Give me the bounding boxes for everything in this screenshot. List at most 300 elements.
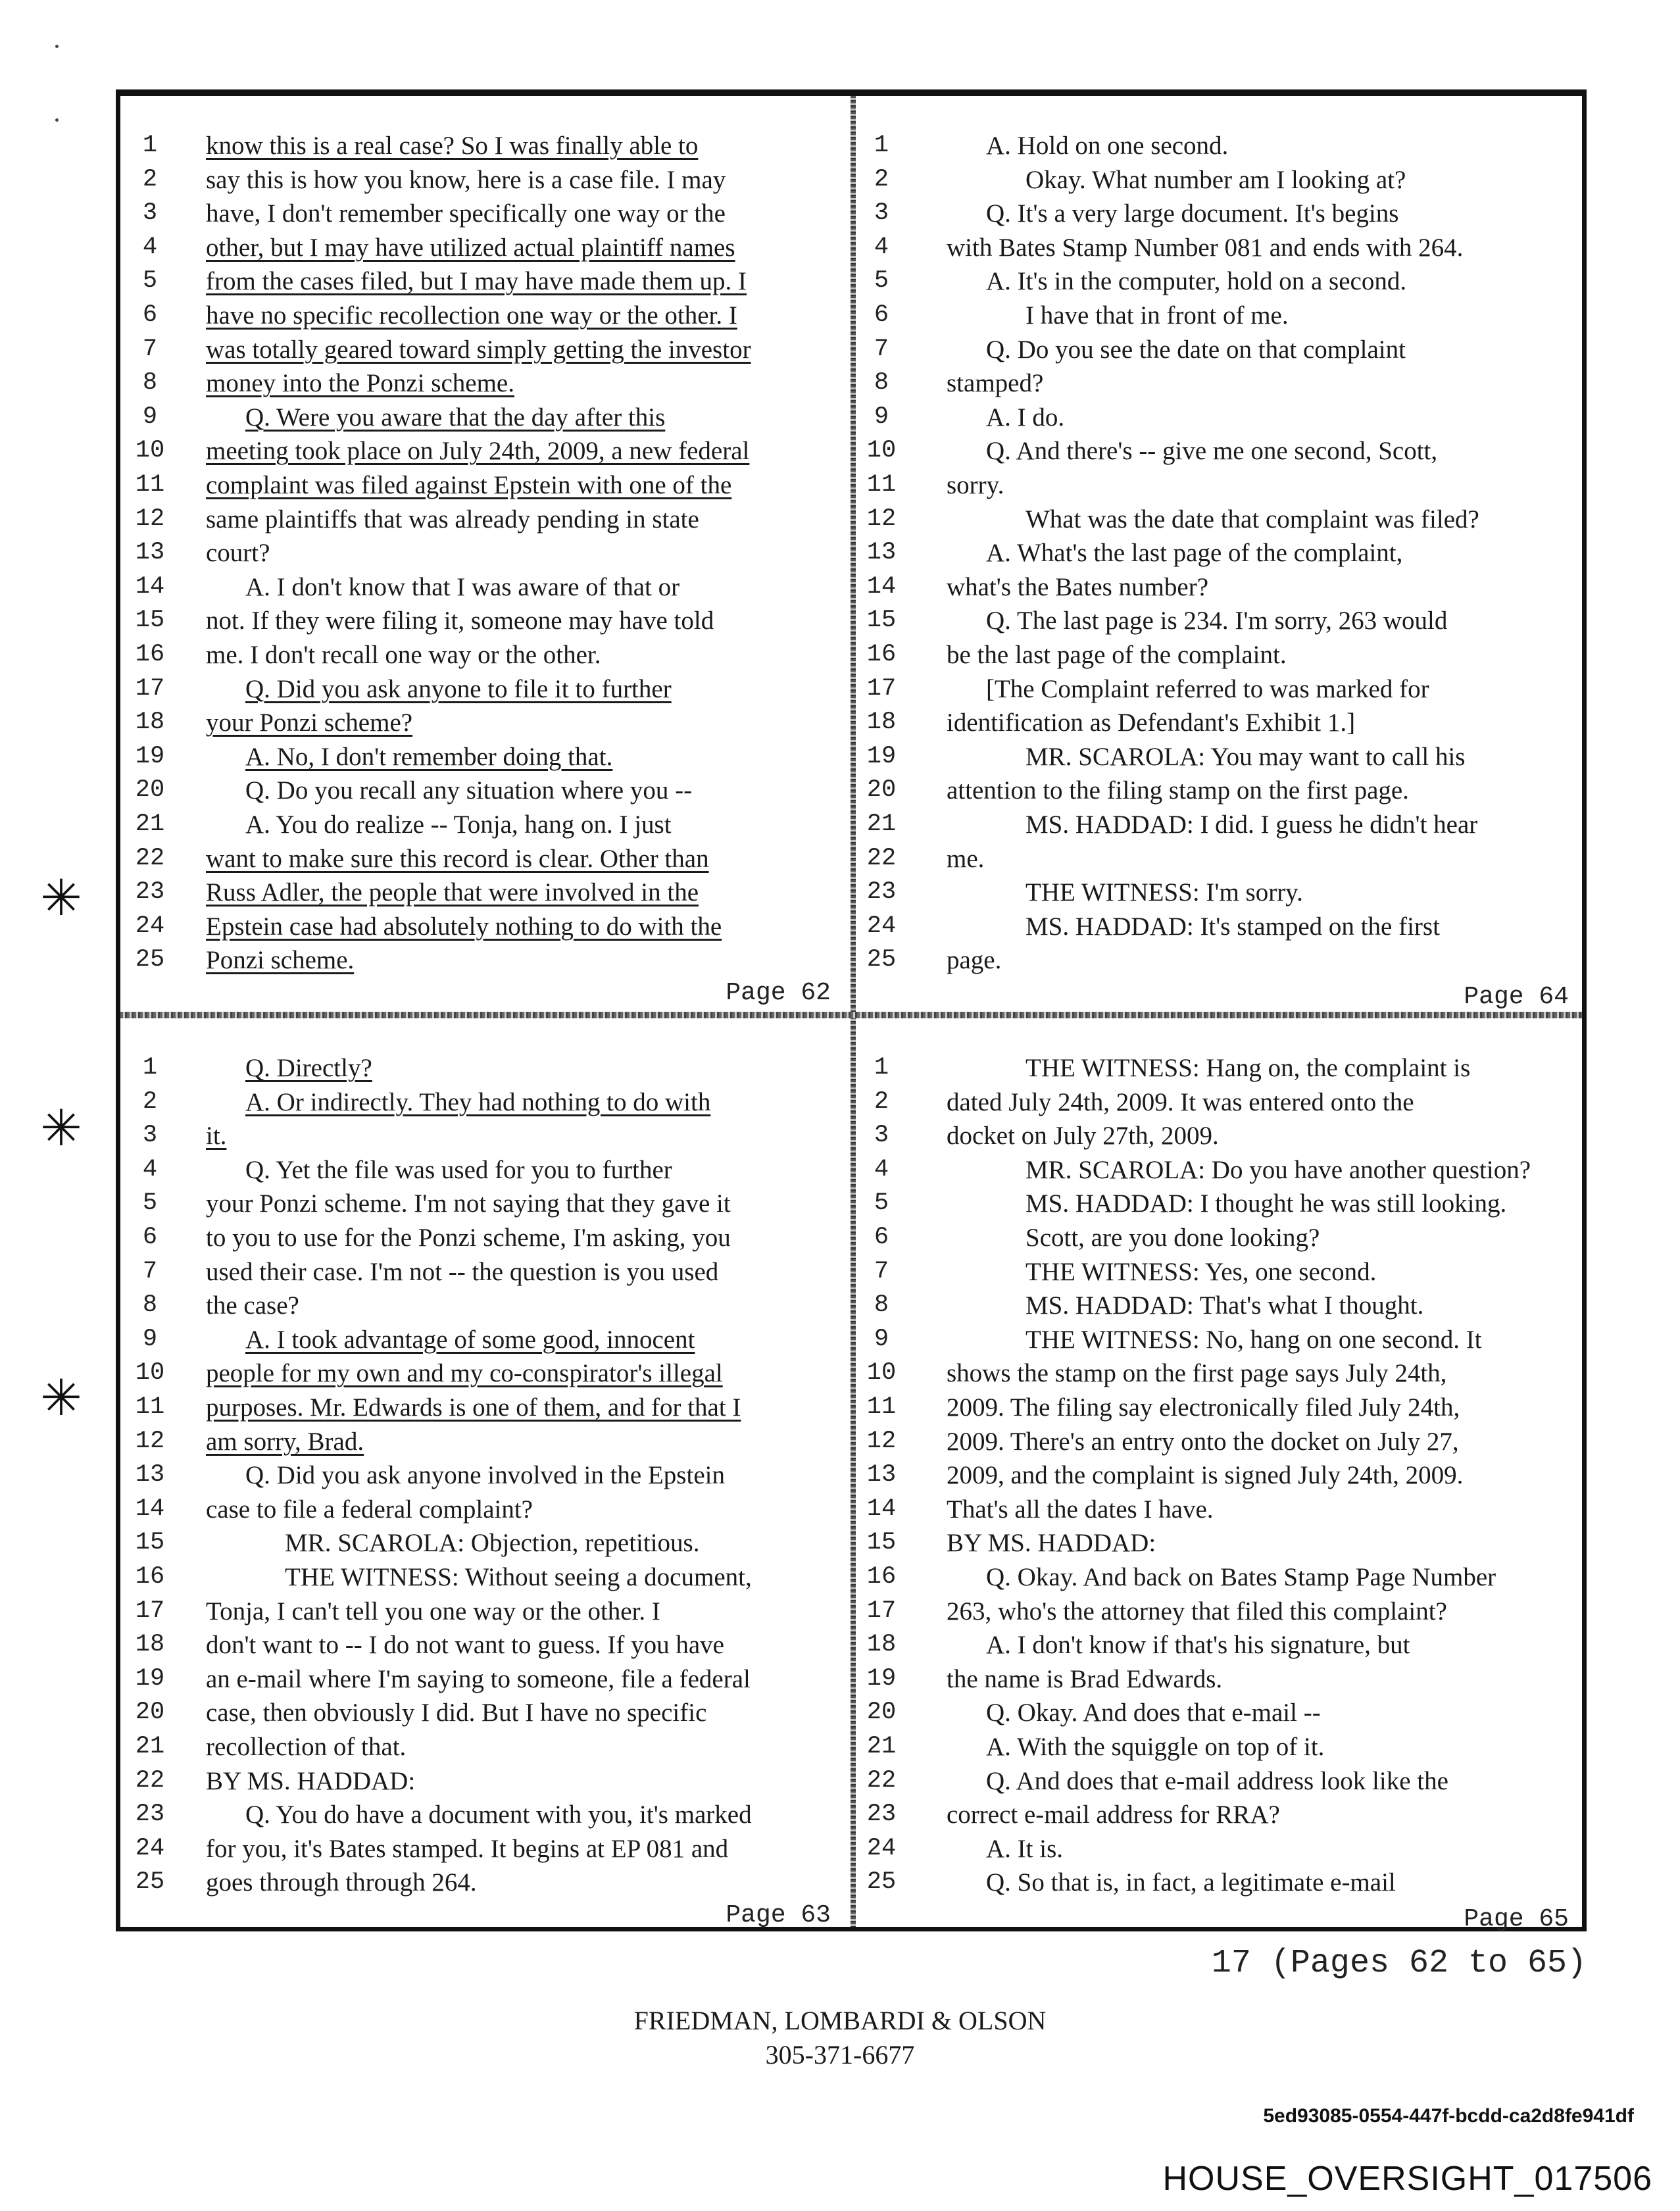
transcript-line xyxy=(120,1221,844,1255)
transcript-line xyxy=(857,1119,1581,1153)
line-text: Okay. What number am I looking at? xyxy=(1025,165,1406,194)
court-reporter-firm xyxy=(0,2004,1680,2072)
line-number: 6 xyxy=(874,301,889,329)
transcript-line xyxy=(120,1526,844,1560)
transcript-line xyxy=(120,468,844,502)
line-text: have no specific recollection one way or the other. I xyxy=(206,301,737,330)
line-text: Q. Did you ask anyone to file it to further xyxy=(245,674,672,703)
transcript-line xyxy=(857,910,1581,943)
line-text: THE WITNESS: Without seeing a document, xyxy=(285,1563,752,1591)
asterisk-margin-mark: ✳ xyxy=(40,1368,82,1427)
line-number: 21 xyxy=(866,1733,897,1760)
line-text: identification as Defendant's Exhibit 1.] xyxy=(947,708,1356,737)
transcript-frame xyxy=(116,89,1587,1931)
line-text: be the last page of the complaint. xyxy=(947,641,1287,669)
line-number: 9 xyxy=(142,403,158,431)
transcript-line xyxy=(857,129,1581,162)
line-text: purposes. Mr. Edwards is one of them, and for that I xyxy=(206,1393,741,1422)
line-text: complaint was filed against Epstein with one of the xyxy=(206,471,732,499)
transcript-line xyxy=(857,264,1581,298)
line-text: A. Or indirectly. They had nothing to do with xyxy=(245,1087,711,1116)
transcript-line xyxy=(120,943,844,977)
transcript-line xyxy=(857,1255,1581,1289)
transcript-line xyxy=(120,1289,844,1322)
line-text: A. With the squiggle on top of it. xyxy=(986,1733,1325,1761)
line-text: an e-mail where I'm saying to someone, file a federal xyxy=(206,1664,751,1693)
line-text: from the cases filed, but I may have made them up. I xyxy=(206,267,747,296)
line-text: Scott, are you done looking? xyxy=(1025,1224,1320,1252)
transcript-line xyxy=(857,638,1581,672)
line-text: was totally geared toward simply getting the investor xyxy=(206,335,751,364)
transcript-line xyxy=(120,163,844,197)
line-number: 5 xyxy=(874,1189,889,1218)
line-text: the name is Brad Edwards. xyxy=(947,1664,1223,1693)
line-number: 14 xyxy=(866,1495,897,1523)
line-number: 16 xyxy=(866,1563,897,1591)
line-text: BY MS. HADDAD: xyxy=(206,1766,416,1795)
line-text: A. It is. xyxy=(986,1834,1063,1863)
line-number: 4 xyxy=(874,1155,889,1183)
line-text: Q. And does that e-mail address look like the xyxy=(986,1766,1448,1795)
line-number: 19 xyxy=(866,1664,897,1693)
line-number: 20 xyxy=(135,1699,165,1727)
line-text: What was the date that complaint was filed? xyxy=(1025,505,1479,534)
transcript-line xyxy=(857,1696,1581,1729)
transcript-line xyxy=(120,503,844,536)
line-number: 8 xyxy=(874,369,889,397)
line-text: other, but I may have utilized actual plaintiff names xyxy=(206,233,735,262)
line-text: 2009. There's an entry onto the docket on July 27, xyxy=(947,1427,1459,1456)
line-text: THE WITNESS: Yes, one second. xyxy=(1025,1257,1377,1286)
transcript-line xyxy=(857,468,1581,502)
line-number: 12 xyxy=(866,505,897,533)
line-number: 21 xyxy=(135,1733,165,1760)
line-text: MR. SCAROLA: Do you have another question? xyxy=(1025,1155,1531,1184)
transcript-line xyxy=(120,129,844,162)
line-text: your Ponzi scheme? xyxy=(206,708,413,737)
line-number: 10 xyxy=(135,437,165,465)
transcript-line xyxy=(857,706,1581,739)
line-text: correct e-mail address for RRA? xyxy=(947,1801,1280,1829)
line-number: 17 xyxy=(866,674,897,703)
line-text: recollection of that. xyxy=(206,1733,407,1761)
transcript-line xyxy=(120,1595,844,1628)
line-number: 5 xyxy=(874,267,889,295)
transcript-line xyxy=(120,299,844,332)
line-number: 7 xyxy=(874,335,889,363)
transcript-line xyxy=(857,1866,1581,1899)
line-text: it. xyxy=(206,1122,227,1151)
line-number: 16 xyxy=(135,641,165,668)
line-text: meeting took place on July 24th, 2009, a new federal xyxy=(206,437,750,466)
line-text: Q. Do you see the date on that complaint xyxy=(986,335,1406,364)
line-number: 2 xyxy=(142,165,158,193)
line-text: A. I don't know if that's his signature, but xyxy=(986,1631,1410,1660)
page-label: Page 65 xyxy=(1464,1905,1569,1933)
transcript-line xyxy=(120,808,844,841)
line-number: 7 xyxy=(142,335,158,363)
line-number: 14 xyxy=(866,572,897,601)
line-number: 16 xyxy=(866,641,897,668)
line-number: 19 xyxy=(866,742,897,770)
line-text: A. What's the last page of the complaint, xyxy=(986,539,1403,568)
line-number: 3 xyxy=(142,199,158,228)
transcript-line xyxy=(120,706,844,739)
line-number: 22 xyxy=(866,844,897,872)
line-number: 10 xyxy=(866,1359,897,1387)
line-number: 14 xyxy=(135,1495,165,1523)
transcript-line xyxy=(120,1730,844,1764)
line-text: A. No, I don't remember doing that. xyxy=(245,742,613,771)
transcript-line xyxy=(857,163,1581,197)
line-text: Tonja, I can't tell you one way or the other. I xyxy=(206,1597,660,1626)
transcript-line xyxy=(857,1289,1581,1322)
transcript-line xyxy=(857,570,1581,604)
transcript-line xyxy=(120,1425,844,1458)
transcript-line xyxy=(857,366,1581,400)
pages-summary: 17 (Pages 62 to 65) xyxy=(1211,1945,1587,1982)
transcript-line xyxy=(857,1798,1581,1831)
line-number: 15 xyxy=(866,1529,897,1557)
line-text: am sorry, Brad. xyxy=(206,1427,364,1456)
line-number: 23 xyxy=(866,1801,897,1829)
transcript-line xyxy=(120,1458,844,1492)
transcript-line xyxy=(857,333,1581,366)
transcript-line xyxy=(120,1119,844,1153)
transcript-line xyxy=(120,1798,844,1831)
horizontal-page-divider xyxy=(120,1012,1582,1018)
line-text: not. If they were filing it, someone may have told xyxy=(206,607,714,635)
line-text: Epstein case had absolutely nothing to do with the xyxy=(206,912,722,941)
line-text: say this is how you know, here is a case file. I may xyxy=(206,165,726,194)
transcript-line xyxy=(120,1493,844,1526)
line-number: 21 xyxy=(135,810,165,838)
transcript-line xyxy=(857,1221,1581,1255)
line-text: case to file a federal complaint? xyxy=(206,1495,533,1524)
firm-name: FRIEDMAN, LOMBARDI & OLSON xyxy=(633,2006,1047,2035)
transcript-line xyxy=(857,943,1581,977)
line-number: 20 xyxy=(135,776,165,805)
line-text: MR. SCAROLA: Objection, repetitious. xyxy=(285,1529,700,1558)
transcript-line xyxy=(120,1866,844,1899)
line-number: 2 xyxy=(142,1087,158,1116)
transcript-line xyxy=(120,1764,844,1798)
line-number: 6 xyxy=(142,1224,158,1251)
line-text: Q. Do you recall any situation where you -- xyxy=(245,776,693,805)
line-text: the case? xyxy=(206,1291,299,1320)
line-number: 2 xyxy=(874,1087,889,1116)
transcript-page-64 xyxy=(857,96,1582,1012)
line-text: A. It's in the computer, hold on a second. xyxy=(986,267,1407,296)
transcript-line xyxy=(120,1153,844,1187)
line-text: Q. Okay. And back on Bates Stamp Page Number xyxy=(986,1563,1496,1591)
transcript-line xyxy=(120,1560,844,1594)
line-text: Q. Were you aware that the day after this xyxy=(245,403,666,432)
firm-phone: 305-371-6677 xyxy=(765,2040,915,2070)
line-number: 4 xyxy=(142,233,158,261)
line-number: 23 xyxy=(135,878,165,907)
transcript-line xyxy=(120,1187,844,1220)
line-text: MS. HADDAD: That's what I thought. xyxy=(1025,1291,1424,1320)
transcript-line xyxy=(857,1832,1581,1866)
line-number: 23 xyxy=(135,1801,165,1829)
line-text: Q. It's a very large document. It's begins xyxy=(986,199,1399,228)
transcript-line xyxy=(857,1764,1581,1798)
transcript-line xyxy=(120,1391,844,1424)
transcript-line xyxy=(857,1391,1581,1424)
line-number: 8 xyxy=(874,1291,889,1320)
line-number: 13 xyxy=(135,539,165,567)
line-text: same plaintiffs that was already pending in state xyxy=(206,505,699,534)
transcript-page-63 xyxy=(120,1018,845,1934)
line-text: with Bates Stamp Number 081 and ends with 264. xyxy=(947,233,1464,262)
line-text: Q. And there's -- give me one second, Scott, xyxy=(986,437,1438,466)
line-text: what's the Bates number? xyxy=(947,572,1208,601)
line-text: don't want to -- I do not want to guess. If you have xyxy=(206,1631,724,1660)
transcript-line xyxy=(120,910,844,943)
line-number: 1 xyxy=(142,1054,158,1081)
transcript-line xyxy=(857,1493,1581,1526)
line-text: want to make sure this record is clear. Other than xyxy=(206,844,709,873)
line-number: 11 xyxy=(135,471,165,499)
line-number: 24 xyxy=(135,912,165,940)
transcript-line xyxy=(120,1662,844,1696)
line-number: 11 xyxy=(135,1393,165,1421)
line-number: 8 xyxy=(142,369,158,397)
line-text: know this is a real case? So I was finally able to xyxy=(206,132,699,160)
transcript-line xyxy=(857,401,1581,434)
line-number: 14 xyxy=(135,572,165,601)
page-label: Page 62 xyxy=(726,979,831,1007)
line-text: sorry. xyxy=(947,471,1004,499)
line-text: MR. SCAROLA: You may want to call his xyxy=(1025,742,1466,771)
line-text: MS. HADDAD: It's stamped on the first xyxy=(1025,912,1440,941)
transcript-line xyxy=(120,638,844,672)
line-number: 19 xyxy=(135,742,165,770)
transcript-line xyxy=(857,1356,1581,1390)
transcript-line xyxy=(857,1526,1581,1560)
line-number: 6 xyxy=(874,1224,889,1251)
line-text: A. I do. xyxy=(986,403,1065,432)
line-text: attention to the filing stamp on the first page. xyxy=(947,776,1409,805)
line-number: 13 xyxy=(135,1461,165,1489)
bates-stamp: HOUSE_OVERSIGHT_017506 xyxy=(1162,2160,1652,2198)
line-text: I have that in front of me. xyxy=(1025,301,1289,330)
transcript-line xyxy=(120,1628,844,1662)
line-number: 20 xyxy=(866,776,897,805)
asterisk-margin-mark: ✳ xyxy=(40,868,82,927)
line-number: 18 xyxy=(135,708,165,737)
scan-speck xyxy=(55,45,59,48)
line-number: 4 xyxy=(874,233,889,261)
line-number: 15 xyxy=(866,607,897,635)
transcript-line xyxy=(857,1425,1581,1458)
line-number: 10 xyxy=(866,437,897,465)
line-text: case, then obviously I did. But I have no specific xyxy=(206,1699,707,1727)
transcript-line xyxy=(120,774,844,807)
line-text: for you, it's Bates stamped. It begins at EP 081 and xyxy=(206,1834,729,1863)
line-text: MS. HADDAD: I did. I guess he didn't hear xyxy=(1025,810,1478,839)
line-number: 5 xyxy=(142,267,158,295)
transcript-line xyxy=(857,1628,1581,1662)
line-text: used their case. I'm not -- the question is you used xyxy=(206,1257,719,1286)
line-text: 263, who's the attorney that filed this complaint? xyxy=(947,1597,1447,1626)
line-number: 2 xyxy=(874,165,889,193)
transcript-line xyxy=(857,1560,1581,1594)
line-number: 20 xyxy=(866,1699,897,1727)
line-number: 9 xyxy=(874,403,889,431)
transcript-line xyxy=(120,1832,844,1866)
line-number: 25 xyxy=(866,946,897,974)
line-text: stamped? xyxy=(947,369,1044,398)
transcript-line xyxy=(120,1323,844,1356)
transcript-line xyxy=(857,197,1581,230)
line-number: 24 xyxy=(135,1834,165,1862)
line-number: 7 xyxy=(874,1257,889,1285)
transcript-line xyxy=(857,1595,1581,1628)
line-text: Q. Did you ask anyone involved in the Epstein xyxy=(245,1461,725,1490)
line-text: me. xyxy=(947,844,985,873)
line-number: 9 xyxy=(874,1325,889,1353)
line-number: 12 xyxy=(135,505,165,533)
transcript-line xyxy=(857,604,1581,637)
line-number: 12 xyxy=(866,1427,897,1455)
line-number: 18 xyxy=(866,1631,897,1659)
scan-speck xyxy=(55,118,59,122)
transcript-line xyxy=(120,366,844,400)
transcript-line xyxy=(857,1730,1581,1764)
line-number: 4 xyxy=(142,1155,158,1183)
line-number: 13 xyxy=(866,1461,897,1489)
line-text: Ponzi scheme. xyxy=(206,946,355,975)
line-number: 7 xyxy=(142,1257,158,1285)
line-text: A. Hold on one second. xyxy=(986,132,1229,160)
transcript-line xyxy=(120,876,844,909)
line-number: 25 xyxy=(866,1868,897,1897)
line-number: 3 xyxy=(874,1122,889,1150)
line-text: have, I don't remember specifically one way or the xyxy=(206,199,726,228)
line-number: 8 xyxy=(142,1291,158,1320)
transcript-line xyxy=(120,1255,844,1289)
line-number: 18 xyxy=(866,708,897,737)
line-number: 10 xyxy=(135,1359,165,1387)
transcript-line xyxy=(120,401,844,434)
line-text: 2009, and the complaint is signed July 24th, 2009. xyxy=(947,1461,1464,1490)
transcript-line xyxy=(857,536,1581,570)
line-number: 3 xyxy=(142,1122,158,1150)
transcript-line xyxy=(120,604,844,637)
line-number: 24 xyxy=(866,1834,897,1862)
transcript-line xyxy=(857,774,1581,807)
line-number: 15 xyxy=(135,1529,165,1557)
line-number: 11 xyxy=(866,1393,897,1421)
line-number: 1 xyxy=(874,132,889,159)
line-number: 15 xyxy=(135,607,165,635)
transcript-line xyxy=(857,1458,1581,1492)
line-number: 17 xyxy=(135,1597,165,1625)
transcript-line xyxy=(120,1356,844,1390)
page-label: Page 63 xyxy=(726,1901,831,1929)
transcript-line xyxy=(857,1662,1581,1696)
transcript-line xyxy=(857,808,1581,841)
line-text: A. You do realize -- Tonja, hang on. I just xyxy=(245,810,672,839)
line-number: 21 xyxy=(866,810,897,838)
transcript-line xyxy=(120,197,844,230)
line-number: 1 xyxy=(874,1054,889,1081)
line-number: 22 xyxy=(866,1766,897,1795)
line-text: goes through through 264. xyxy=(206,1868,477,1897)
transcript-line xyxy=(857,672,1581,706)
document-hash: 5ed93085-0554-447f-bcdd-ca2d8fe941df xyxy=(1263,2105,1634,2127)
transcript-line xyxy=(120,740,844,774)
transcript-line xyxy=(120,434,844,468)
page-label: Page 64 xyxy=(1464,983,1569,1011)
line-text: Q. The last page is 234. I'm sorry, 263 would xyxy=(986,607,1448,635)
transcript-line xyxy=(857,1323,1581,1356)
line-text: THE WITNESS: I'm sorry. xyxy=(1025,878,1303,907)
line-number: 24 xyxy=(866,912,897,940)
line-number: 25 xyxy=(135,946,165,974)
line-text: to you to use for the Ponzi scheme, I'm asking, you xyxy=(206,1224,731,1252)
transcript-line xyxy=(120,842,844,876)
transcript-line xyxy=(857,231,1581,264)
line-text: A. I took advantage of some good, innocent xyxy=(245,1325,695,1354)
line-text: dated July 24th, 2009. It was entered onto the xyxy=(947,1087,1414,1116)
line-number: 5 xyxy=(142,1189,158,1218)
line-text: That's all the dates I have. xyxy=(947,1495,1214,1524)
transcript-line xyxy=(120,672,844,706)
line-text: Q. So that is, in fact, a legitimate e-mail xyxy=(986,1868,1396,1897)
line-text: MS. HADDAD: I thought he was still looking. xyxy=(1025,1189,1507,1218)
line-text: 2009. The filing say electronically filed July 24th, xyxy=(947,1393,1460,1422)
line-text: shows the stamp on the first page says July 24th, xyxy=(947,1359,1447,1388)
line-text: Q. Yet the file was used for you to further xyxy=(245,1155,672,1184)
line-text: me. I don't recall one way or the other. xyxy=(206,641,601,669)
transcript-line xyxy=(120,1696,844,1729)
line-number: 9 xyxy=(142,1325,158,1353)
transcript-line xyxy=(857,842,1581,876)
line-number: 17 xyxy=(866,1597,897,1625)
line-text: page. xyxy=(947,946,1002,975)
line-text: Q. You do have a document with you, it's marked xyxy=(245,1801,752,1829)
transcript-line xyxy=(857,434,1581,468)
transcript-line xyxy=(120,333,844,366)
transcript-line xyxy=(120,570,844,604)
transcript-page-65 xyxy=(857,1018,1582,1934)
line-number: 23 xyxy=(866,878,897,907)
line-text: [The Complaint referred to was marked for xyxy=(986,674,1429,703)
transcript-line xyxy=(857,876,1581,909)
transcript-line xyxy=(857,1187,1581,1220)
transcript-line xyxy=(857,1153,1581,1187)
transcript-line xyxy=(857,1051,1581,1085)
line-text: court? xyxy=(206,539,270,568)
line-number: 6 xyxy=(142,301,158,329)
line-number: 1 xyxy=(142,132,158,159)
transcript-page-62 xyxy=(120,96,845,1012)
line-text: docket on July 27th, 2009. xyxy=(947,1122,1219,1151)
transcript-line xyxy=(120,264,844,298)
line-number: 19 xyxy=(135,1664,165,1693)
transcript-line xyxy=(857,299,1581,332)
line-text: THE WITNESS: No, hang on one second. It xyxy=(1025,1325,1482,1354)
transcript-line xyxy=(120,536,844,570)
line-text: Q. Directly? xyxy=(245,1054,372,1082)
line-number: 12 xyxy=(135,1427,165,1455)
line-text: people for my own and my co-conspirator's illegal xyxy=(206,1359,723,1388)
transcript-line xyxy=(120,231,844,264)
line-number: 17 xyxy=(135,674,165,703)
